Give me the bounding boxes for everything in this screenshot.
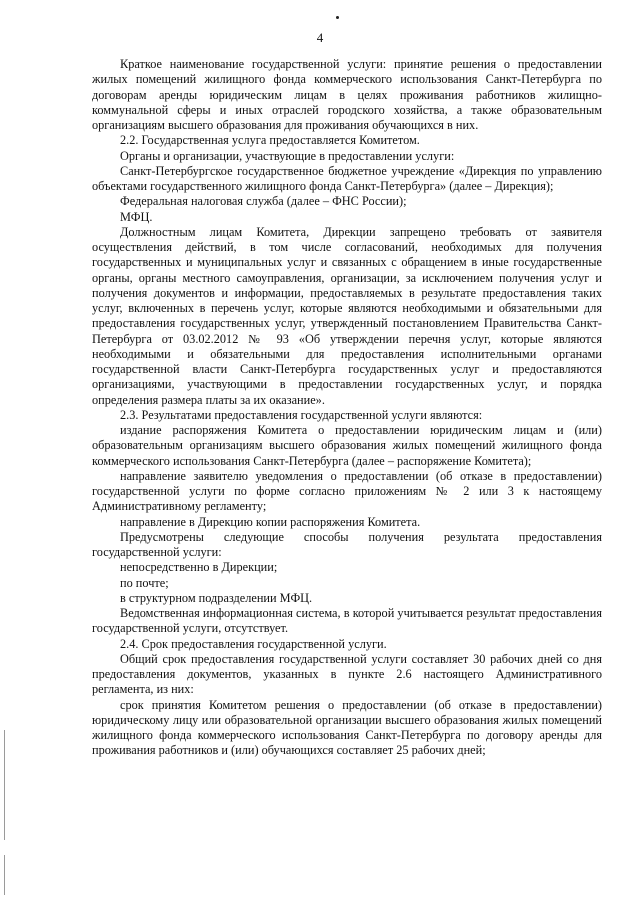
paragraph-method-mfc: в структурном подразделении МФЦ.	[120, 590, 313, 605]
scan-edge-mark	[4, 730, 5, 840]
paragraph-method-directorate: непосредственно в Дирекции;	[120, 560, 278, 575]
paragraph-2-4: 2.4. Срок предоставления государственной услуги.	[120, 636, 387, 651]
paragraph-result-order: издание распоряжения Комитета о предоставлении юридическим лицам и (или) образовательным организациям высшего образования жилых помещений жилищного фонда коммерческого использования Санкт-Петербурга (далее – распоряжение Комитета);	[92, 423, 602, 468]
paragraph-result-copy: направление в Дирекцию копии распоряжения Комитета.	[120, 514, 421, 529]
paragraph-directorate: Санкт-Петербургское государственное бюджетное учреждение «Дирекция по управлению объектами государственного жилищного фонда Санкт-Петербурга» (далее – Дирекция);	[92, 163, 602, 193]
paragraph-mfc: МФЦ.	[120, 209, 153, 224]
paragraph-short-name: Краткое наименование государственной услуги: принятие решения о предоставлении жилых помещений жилищного фонда коммерческого использования Санкт-Петербурга по договорам аренды юридическим лицам в целях проживания работников жилищно-коммунальной сферы и иных отраслей городского хозяйства, а также образовательным организациям высшего образования для проживания обучающихся в них.	[92, 57, 602, 132]
document-body	[92, 57, 602, 759]
paragraph-2-3: 2.3. Результатами предоставления государственной услуги являются:	[120, 407, 483, 422]
paragraph-participants-heading: Органы и организации, участвующие в предоставлении услуги:	[120, 148, 455, 163]
paragraph-info-system: Ведомственная информационная система, в которой учитывается результат предоставления государственной услуги, отсутствует.	[92, 606, 602, 636]
scan-edge-mark	[4, 855, 5, 895]
paragraph-prohibition: Должностным лицам Комитета, Дирекции запрещено требовать от заявителя осуществления действий, в том числе согласований, необходимых для получения государственных и муниципальных услуг и связанных с обращением в иные государственные органы, органы местного самоуправления, организации, за исключением получения услуг и получения документов и информации, предоставляемых в результате предоставления таких услуг, включенных в перечень услуг, которые являются необходимыми и обязательными для предоставления государственных услуг, утвержденный постановлением Правительства Санкт-Петербурга от 03.02.2012 № 93 «Об утверждении перечня услуг, которые являются необходимыми и обязательными для предоставления исполнительными органами государственной власти Санкт-Петербурга государственных услуг и предоставляются организациями, участвующими в предоставлении государственных услуг, и порядка определения размера платы за их оказание».	[92, 224, 602, 407]
paragraph-2-2: 2.2. Государственная услуга предоставляется Комитетом.	[120, 133, 420, 148]
scan-dot	[336, 16, 339, 19]
paragraph-total-term: Общий срок предоставления государственной услуги составляет 30 рабочих дней со дня предоставления документов, указанных в пункте 2.6 настоящего Административного регламента, из них:	[92, 651, 602, 697]
paragraph-result-methods: Предусмотрены следующие способы получения результата предоставления государственной услуги:	[92, 529, 602, 559]
paragraph-fns: Федеральная налоговая служба (далее – ФНС России);	[120, 194, 407, 209]
paragraph-result-notice: направление заявителю уведомления о предоставлении (об отказе в предоставлении) государственной услуги по форме согласно приложениям № 2 или 3 к настоящему Административному регламенту;	[92, 468, 602, 514]
paragraph-decision-term: срок принятия Комитетом решения о предоставлении (об отказе в предоставлении) юридическому лицу или образовательной организации высшего образования жилых помещений жилищного фонда коммерческого использования Санкт-Петербурга по договору аренды для проживания работников и (или) обучающихся составляет 25 рабочих дней;	[92, 697, 602, 758]
page-number: 4	[316, 30, 324, 45]
paragraph-method-mail: по почте;	[120, 575, 169, 590]
